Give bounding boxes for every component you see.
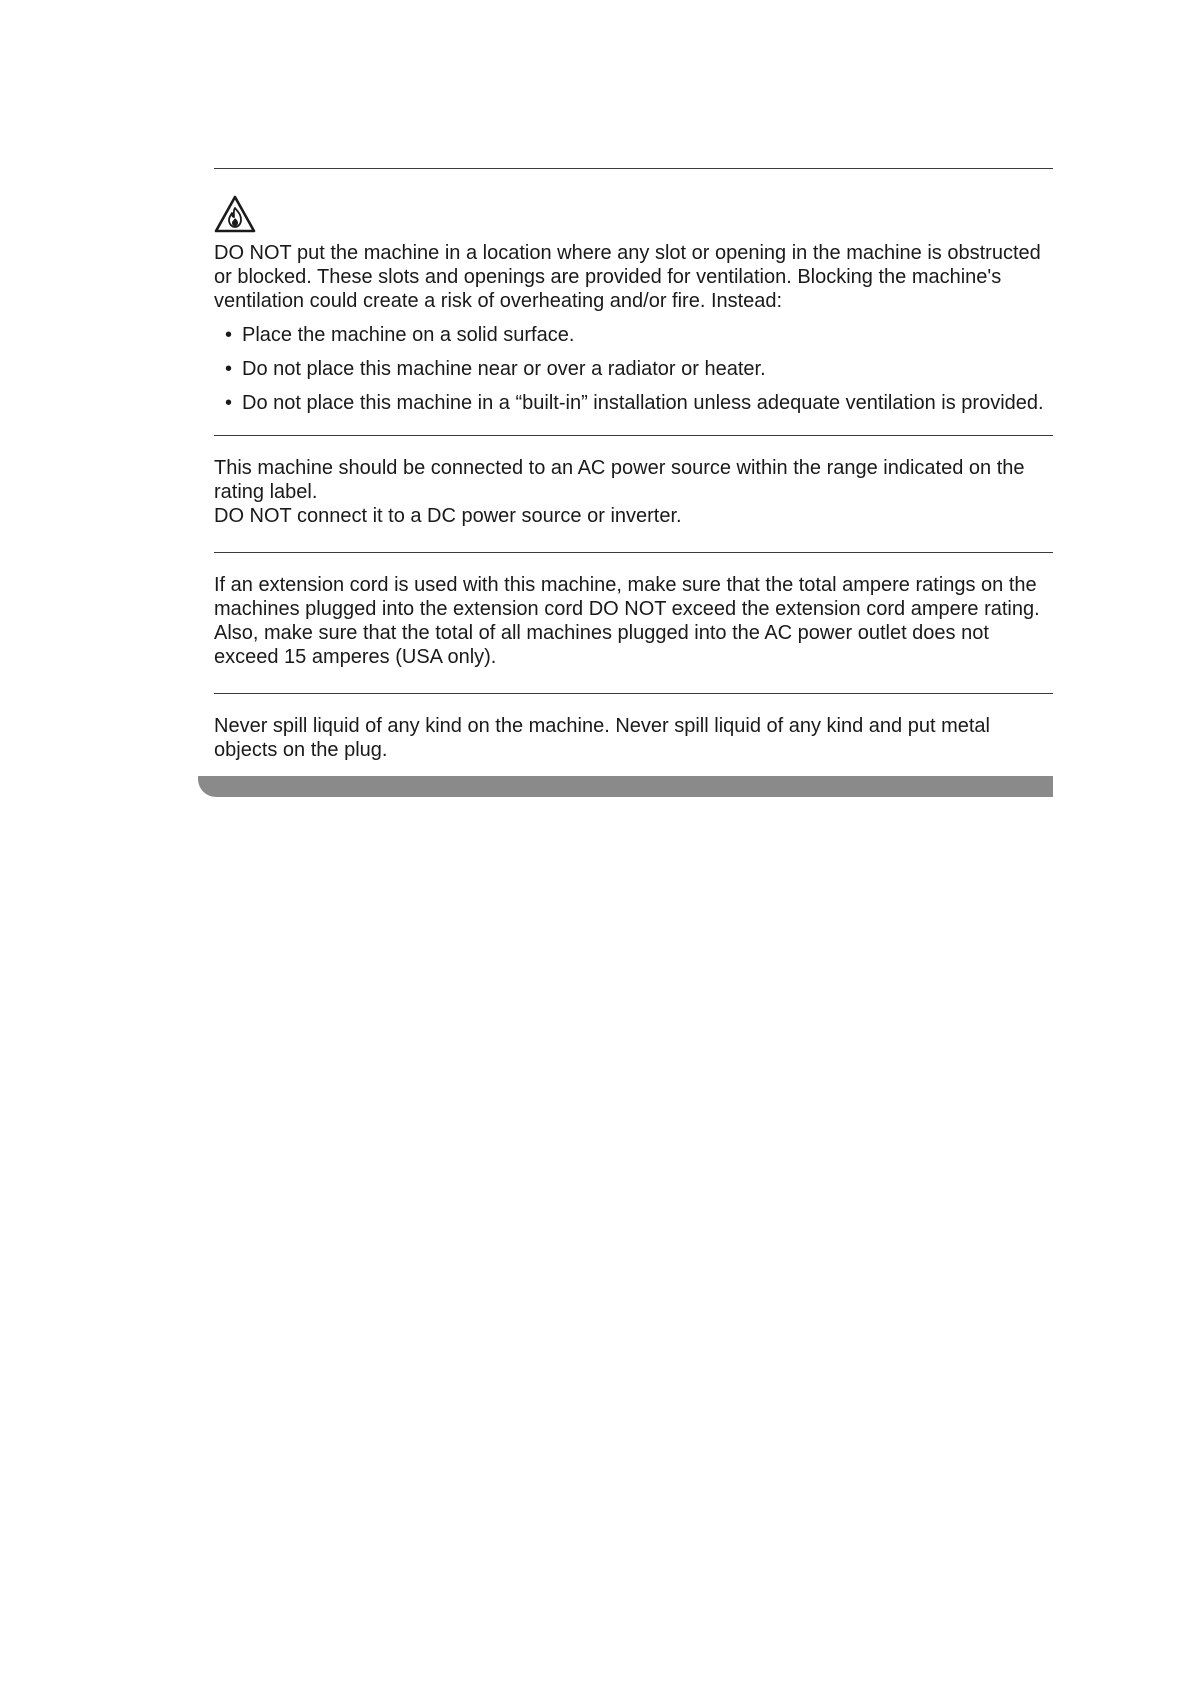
list-item — [214, 323, 1053, 347]
bullet-text: Place the machine on a solid surface. — [242, 324, 575, 346]
safety-content — [214, 168, 1053, 786]
extension-cord-paragraph: If an extension cord is used with this machine, make sure that the total ampere ratings on the machines plugged into the extension cord DO NOT exceed the extension cord ampere rating. Also, make sure that the total of all machines plugged into the AC power outlet does not exceed 15 amperes (USA only). — [214, 574, 1040, 668]
power-source-line-1: This machine should be connected to an AC power source within the range indicated on the rating label. — [214, 457, 1025, 503]
bullet-dot: • — [225, 392, 233, 414]
bullet-dot: • — [225, 324, 233, 346]
bullet-text: Do not place this machine near or over a radiator or heater. — [242, 358, 766, 380]
ventilation-section — [214, 195, 1053, 435]
list-item — [214, 357, 1053, 381]
liquid-paragraph: Never spill liquid of any kind on the machine. Never spill liquid of any kind and put metal objects on the plug. — [214, 715, 990, 761]
fire-hazard-warning-icon — [214, 195, 256, 233]
power-source-section — [214, 436, 1053, 552]
ventilation-paragraph: DO NOT put the machine in a location where any slot or opening in the machine is obstructed or blocked. These slots and openings are provided for ventilation. Blocking the machine's ventilation could create a risk of overheating and/or fire. Instead: — [214, 242, 1041, 312]
bullet-dot: • — [225, 358, 233, 380]
power-source-line-2: DO NOT connect it to a DC power source or inverter. — [214, 505, 682, 527]
list-item — [214, 391, 1053, 415]
extension-cord-section — [214, 553, 1053, 693]
section-divider — [214, 168, 1053, 169]
ventilation-bullet-list — [214, 323, 1053, 415]
liquid-section — [214, 694, 1053, 786]
bullet-text: Do not place this machine in a “built-in” installation unless adequate ventilation is provided. — [242, 392, 1044, 414]
section-end-bar — [198, 776, 1053, 797]
